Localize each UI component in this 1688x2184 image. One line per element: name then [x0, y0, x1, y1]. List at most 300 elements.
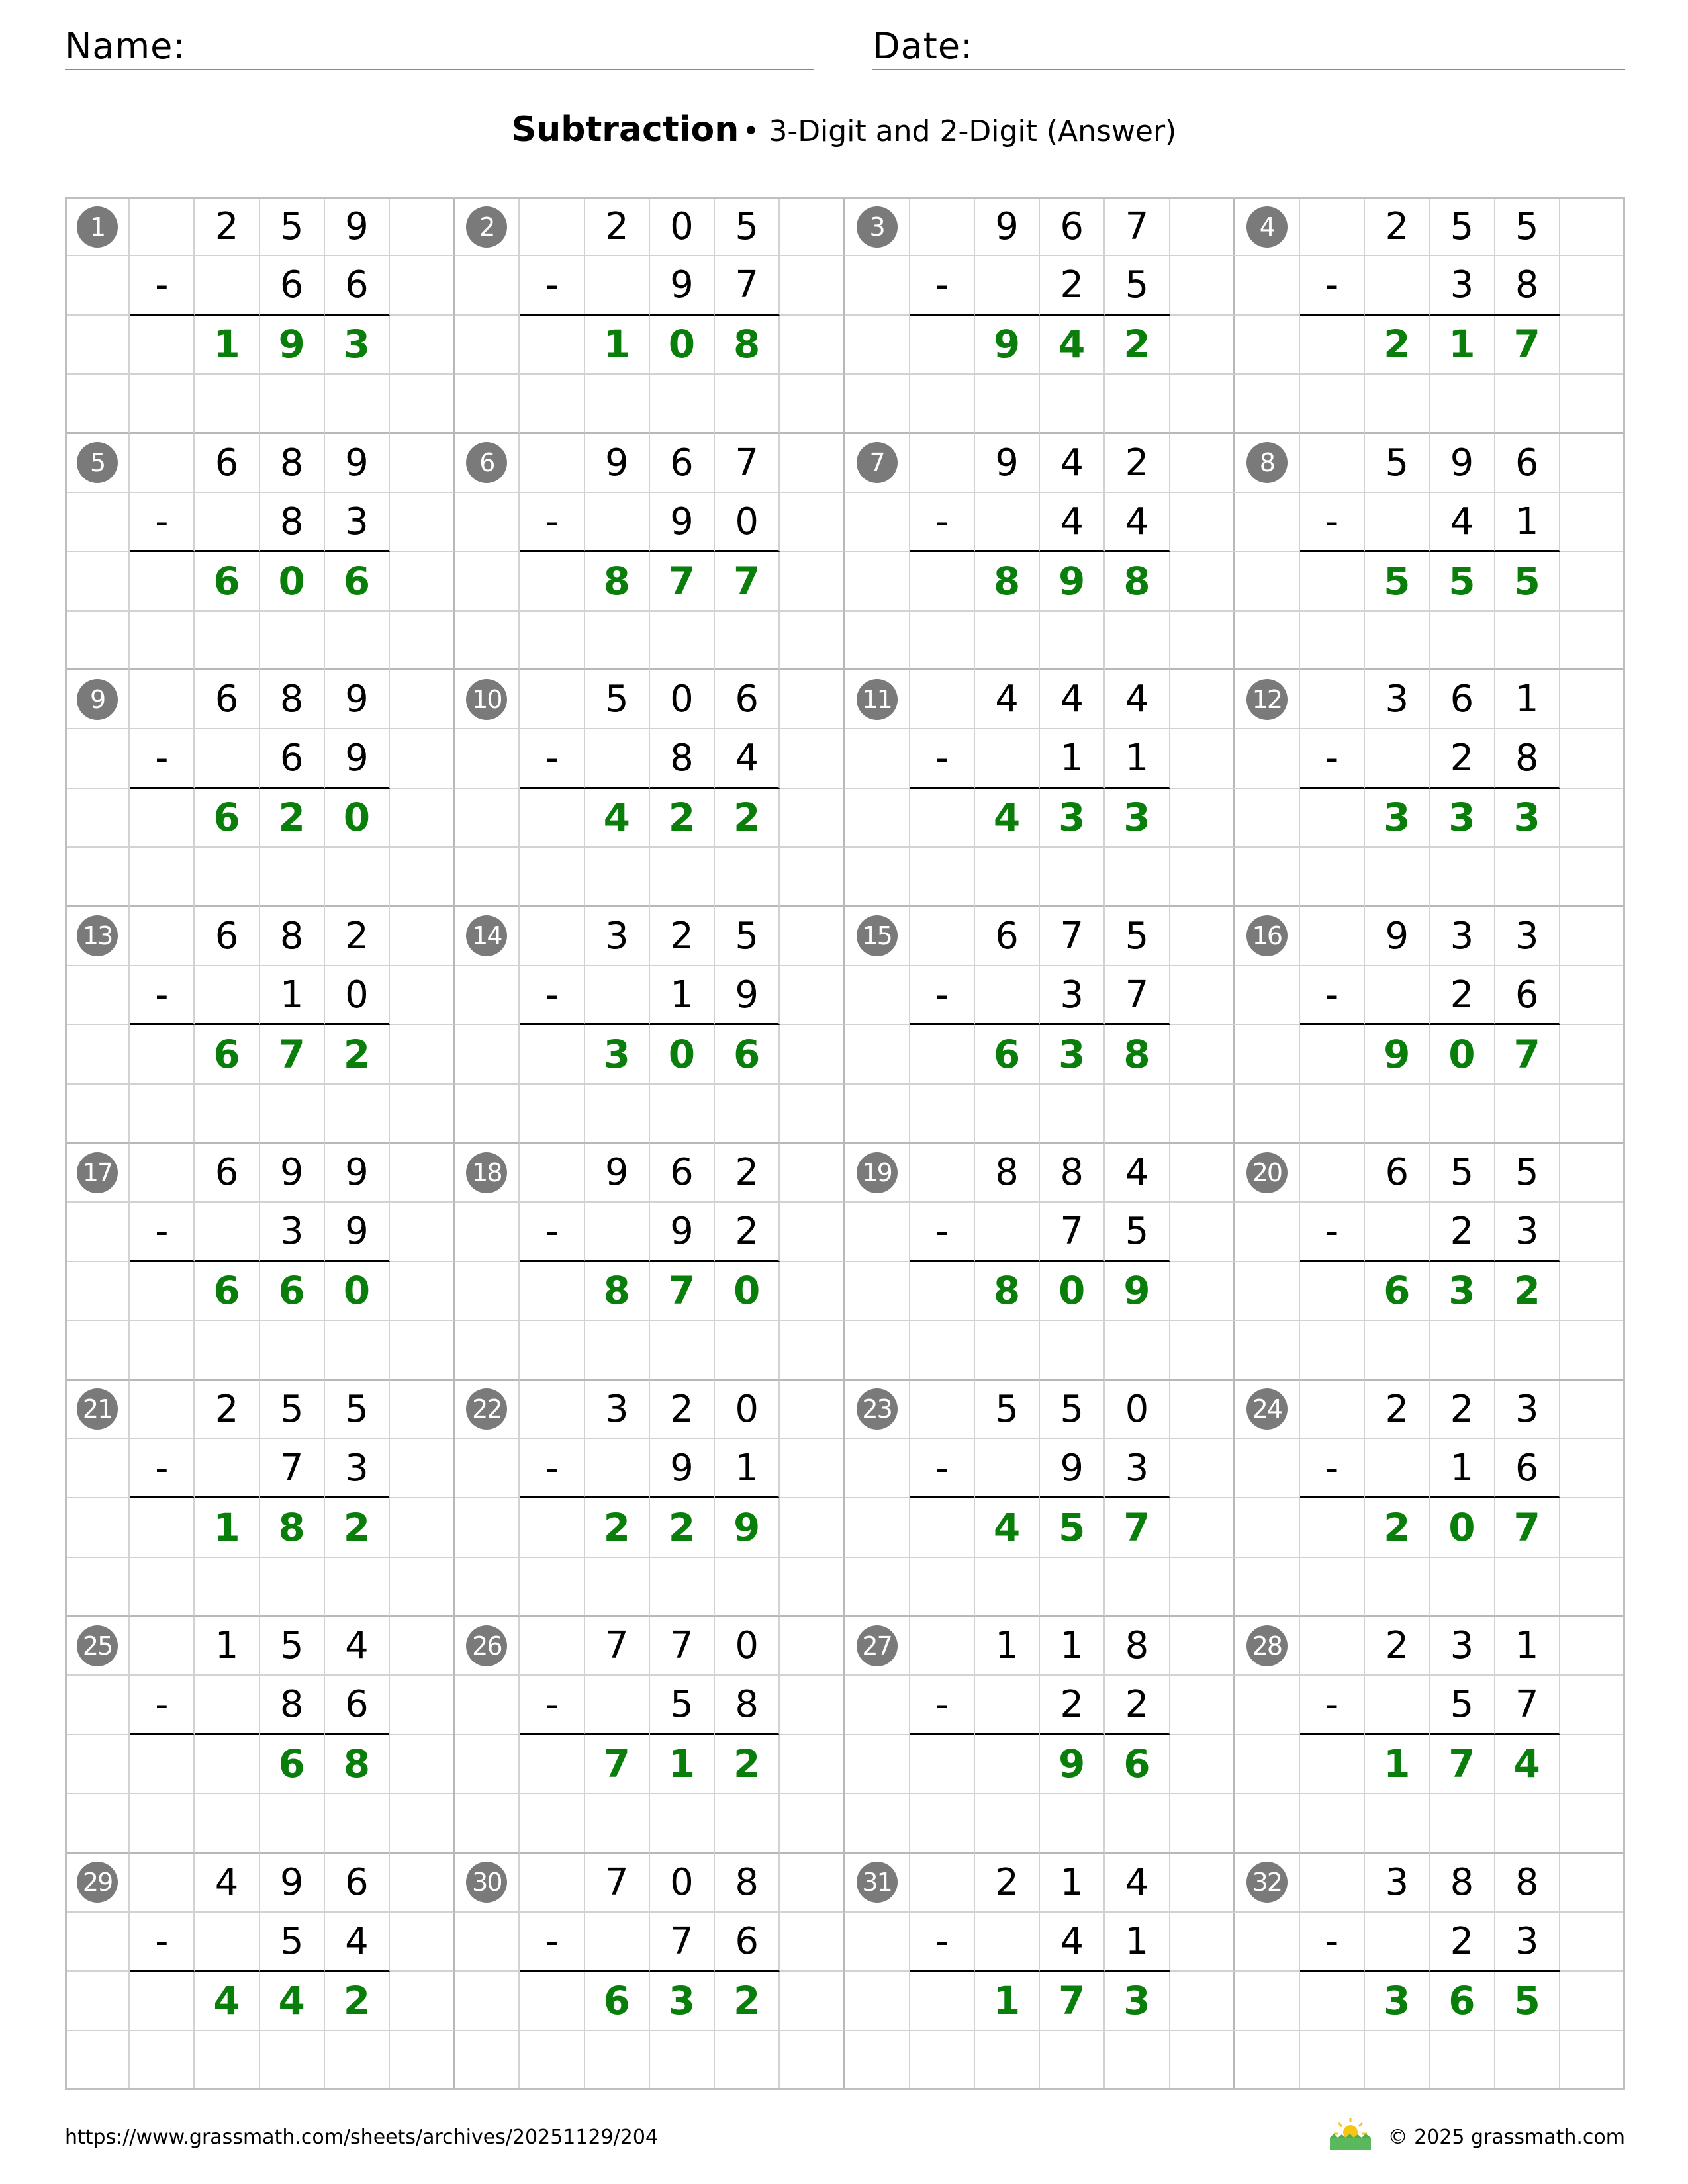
subtrahend-digit [975, 966, 1040, 1025]
answer-digit: 9 [1105, 1262, 1170, 1321]
grid-cell [1300, 1972, 1365, 2030]
grid-cell [780, 1854, 845, 1913]
grid-cell [650, 848, 715, 907]
answer-digit: 7 [1495, 316, 1560, 375]
answer-digit: 2 [715, 1972, 780, 2030]
problem-cell [845, 1854, 910, 1913]
grid-cell [1040, 848, 1105, 907]
answer-digit: 3 [1365, 789, 1430, 848]
minus-sign: - [130, 256, 195, 315]
minus-sign: - [520, 1913, 585, 1972]
grid-cell [520, 1025, 585, 1084]
grid-cell [260, 1085, 325, 1144]
minuend-digit: 8 [1105, 1617, 1170, 1676]
grid-cell [455, 612, 520, 670]
grid-cell [130, 434, 195, 493]
grid-cell [1560, 2031, 1625, 2090]
grid-cell [1300, 197, 1365, 256]
problem-number-badge: 25 [77, 1625, 118, 1666]
grid-cell [780, 1381, 845, 1439]
answer-digit: 0 [1430, 1025, 1495, 1084]
grid-cell [780, 1203, 845, 1261]
minuend-digit: 7 [1040, 907, 1105, 966]
grid-cell [390, 1321, 455, 1380]
problem-number-badge: 3 [857, 206, 898, 248]
grid-cell [1495, 1794, 1560, 1853]
grid-cell [130, 1381, 195, 1439]
subtrahend-digit: 1 [650, 966, 715, 1025]
grid-cell [1235, 1972, 1300, 2030]
grid-cell [910, 1381, 975, 1439]
answer-digit: 6 [260, 1735, 325, 1794]
subtrahend-digit: 5 [1430, 1676, 1495, 1735]
grid-cell [1040, 1085, 1105, 1144]
grid-cell [390, 493, 455, 552]
grid-cell [65, 375, 130, 433]
subtrahend-digit [975, 256, 1040, 315]
grid-cell [1560, 1972, 1625, 2030]
problem-cell [455, 1144, 520, 1203]
minuend-digit: 5 [585, 670, 650, 729]
minuend-digit: 4 [195, 1854, 259, 1913]
minuend-digit: 6 [1365, 1144, 1430, 1203]
problem-number-badge: 11 [857, 679, 898, 720]
grid-cell [325, 612, 390, 670]
grid-cell [715, 612, 780, 670]
grid-cell [325, 375, 390, 433]
grid-cell [1300, 1854, 1365, 1913]
grid-cell [1170, 1558, 1235, 1617]
grid-cell [130, 1972, 195, 2030]
subtrahend-digit: 1 [260, 966, 325, 1025]
grid-cell [780, 552, 845, 611]
subtrahend-digit [1365, 729, 1430, 788]
problem-cell [1235, 197, 1300, 256]
grid-cell [65, 612, 130, 670]
minuend-digit: 8 [1040, 1144, 1105, 1203]
subtrahend-digit: 7 [1040, 1203, 1105, 1261]
answer-digit: 2 [1365, 316, 1430, 375]
minuend-digit: 9 [975, 434, 1040, 493]
grid-cell [520, 1262, 585, 1321]
answer-digit: 7 [1105, 1498, 1170, 1557]
grid-cell [1300, 1381, 1365, 1439]
grid-cell [845, 729, 910, 788]
subtrahend-digit: 2 [1430, 1913, 1495, 1972]
minuend-digit: 5 [1430, 1144, 1495, 1203]
grid-cell [390, 1735, 455, 1794]
minuend-digit: 8 [1495, 1854, 1560, 1913]
grid-cell [845, 316, 910, 375]
grid-cell [1235, 1321, 1300, 1380]
problem-cell [1235, 434, 1300, 493]
problem-cell [845, 670, 910, 729]
grid-cell [1495, 1558, 1560, 1617]
grid-cell [520, 1558, 585, 1617]
minuend-digit: 8 [260, 434, 325, 493]
answer-digit: 8 [585, 552, 650, 611]
grid-cell [390, 1972, 455, 2030]
answer-digit: 0 [325, 789, 390, 848]
grid-cell [195, 1321, 259, 1380]
grid-cell [390, 612, 455, 670]
answer-digit: 3 [1040, 789, 1105, 848]
subtrahend-digit: 9 [325, 1203, 390, 1261]
grid-cell [780, 848, 845, 907]
grid-cell [130, 1144, 195, 1203]
grid-cell [390, 1203, 455, 1261]
minuend-digit: 9 [975, 197, 1040, 256]
answer-digit: 6 [195, 552, 259, 611]
grid-cell [1430, 848, 1495, 907]
answer-digit [975, 1735, 1040, 1794]
subtrahend-digit: 1 [1430, 1439, 1495, 1498]
grid-cell [910, 197, 975, 256]
answer-digit: 3 [1040, 1025, 1105, 1084]
answer-digit: 2 [325, 1498, 390, 1557]
grid-cell [1560, 1498, 1625, 1557]
minuend-digit: 6 [195, 1144, 259, 1203]
minuend-digit: 3 [1495, 907, 1560, 966]
answer-digit: 0 [1040, 1262, 1105, 1321]
grid-cell [455, 1085, 520, 1144]
grid-cell [390, 966, 455, 1025]
answer-digit: 6 [260, 1262, 325, 1321]
grid-cell [585, 2031, 650, 2090]
grid-cell [1560, 375, 1625, 433]
minuend-digit: 5 [975, 1381, 1040, 1439]
answer-digit: 5 [1495, 552, 1560, 611]
subtrahend-digit [195, 966, 259, 1025]
grid-cell [1300, 1144, 1365, 1203]
minuend-digit: 6 [325, 1854, 390, 1913]
grid-cell [1560, 1085, 1625, 1144]
answer-digit: 2 [715, 1735, 780, 1794]
minus-sign: - [1300, 493, 1365, 552]
grid-cell [455, 493, 520, 552]
grid-cell [1170, 1794, 1235, 1853]
grid-cell [1560, 1439, 1625, 1498]
grid-cell [845, 1794, 910, 1853]
minuend-digit: 3 [1365, 1854, 1430, 1913]
grid-cell [325, 2031, 390, 2090]
subtrahend-digit: 2 [1040, 256, 1105, 315]
subtrahend-digit: 8 [260, 1676, 325, 1735]
minuend-digit: 5 [1040, 1381, 1105, 1439]
minuend-digit: 1 [1495, 1617, 1560, 1676]
grid-cell [520, 1498, 585, 1557]
problem-number-badge: 31 [857, 1862, 898, 1903]
grid-cell [910, 848, 975, 907]
grid-cell [1170, 1439, 1235, 1498]
grid-cell [845, 848, 910, 907]
grid-cell [1300, 1025, 1365, 1084]
answer-digit: 2 [325, 1025, 390, 1084]
problem-cell [845, 1144, 910, 1203]
minuend-digit: 6 [650, 434, 715, 493]
grid-cell [455, 316, 520, 375]
grid-cell [910, 434, 975, 493]
subtrahend-digit: 6 [1495, 1439, 1560, 1498]
grid-cell [390, 1144, 455, 1203]
problem-cell [65, 1617, 130, 1676]
subtrahend-digit [195, 256, 259, 315]
grid-cell [845, 1203, 910, 1261]
problem-cell [455, 1854, 520, 1913]
minuend-digit: 6 [650, 1144, 715, 1203]
grid-cell [455, 1262, 520, 1321]
minuend-digit: 5 [260, 197, 325, 256]
grid-cell [65, 848, 130, 907]
grid-cell [1235, 1203, 1300, 1261]
answer-digit: 8 [1105, 1025, 1170, 1084]
grid-cell [650, 1085, 715, 1144]
problem-cell [1235, 1144, 1300, 1203]
subtrahend-digit [195, 729, 259, 788]
grid-cell [65, 1735, 130, 1794]
answer-digit: 0 [325, 1262, 390, 1321]
grid-cell [1170, 1854, 1235, 1913]
grid-cell [650, 1558, 715, 1617]
problem-number-badge: 17 [77, 1152, 118, 1193]
grid-cell [390, 552, 455, 611]
grid-cell [520, 1617, 585, 1676]
answer-digit: 7 [650, 1262, 715, 1321]
grid-cell [715, 1794, 780, 1853]
answer-digit: 9 [260, 316, 325, 375]
subtrahend-digit: 4 [1430, 493, 1495, 552]
answer-digit: 6 [1430, 1972, 1495, 2030]
minus-sign: - [910, 1676, 975, 1735]
subtrahend-digit [975, 493, 1040, 552]
answer-digit: 6 [715, 1025, 780, 1084]
answer-digit: 3 [1430, 1262, 1495, 1321]
minuend-digit: 6 [975, 907, 1040, 966]
grid-cell [910, 612, 975, 670]
subtrahend-digit [585, 1676, 650, 1735]
answer-digit: 8 [585, 1262, 650, 1321]
grid-cell [130, 789, 195, 848]
grid-cell [1170, 1262, 1235, 1321]
grid-cell [910, 1321, 975, 1380]
answer-digit: 7 [1495, 1498, 1560, 1557]
grid-cell [585, 1794, 650, 1853]
grid-cell [1170, 552, 1235, 611]
answer-digit: 0 [650, 316, 715, 375]
grid-cell [910, 2031, 975, 2090]
subtrahend-digit: 4 [325, 1913, 390, 1972]
answer-digit: 8 [325, 1735, 390, 1794]
grid-cell [1300, 1262, 1365, 1321]
grid-cell [1430, 1321, 1495, 1380]
grid-cell [1170, 1913, 1235, 1972]
problem-cell [455, 670, 520, 729]
minus-sign: - [910, 493, 975, 552]
minus-sign: - [910, 1439, 975, 1498]
grid-cell [1560, 966, 1625, 1025]
problem-cell [1235, 1381, 1300, 1439]
grid-cell [715, 2031, 780, 2090]
subtrahend-digit [585, 256, 650, 315]
subtrahend-digit [1365, 256, 1430, 315]
grid-cell [1560, 789, 1625, 848]
grid-cell [845, 1262, 910, 1321]
grid-cell [1560, 1262, 1625, 1321]
grid-cell [975, 1558, 1040, 1617]
grid-cell [1170, 197, 1235, 256]
answer-digit: 6 [1105, 1735, 1170, 1794]
grid-cell [585, 848, 650, 907]
grid-cell [390, 1262, 455, 1321]
subtrahend-digit: 1 [1105, 1913, 1170, 1972]
grid-cell [1300, 552, 1365, 611]
subtrahend-digit: 9 [650, 256, 715, 315]
grid-cell [455, 848, 520, 907]
grid-cell [195, 2031, 259, 2090]
grid-cell [1040, 1794, 1105, 1853]
grid-cell [130, 612, 195, 670]
grid-cell [260, 1558, 325, 1617]
grid-cell [520, 848, 585, 907]
grid-cell [1235, 1735, 1300, 1794]
minuend-digit: 2 [195, 197, 259, 256]
grid-cell [390, 316, 455, 375]
grid-cell [1170, 1144, 1235, 1203]
grid-cell [780, 612, 845, 670]
problem-number-badge: 14 [466, 915, 507, 956]
answer-digit: 2 [1495, 1262, 1560, 1321]
grid-cell [1235, 1262, 1300, 1321]
grid-cell [1560, 670, 1625, 729]
minuend-digit: 4 [325, 1617, 390, 1676]
grid-cell [390, 1381, 455, 1439]
grid-cell [1560, 493, 1625, 552]
grid-cell [1430, 1085, 1495, 1144]
answer-digit: 8 [975, 552, 1040, 611]
minus-sign: - [520, 493, 585, 552]
grid-cell [780, 1913, 845, 1972]
minuend-digit: 0 [715, 1381, 780, 1439]
subtrahend-digit: 6 [260, 729, 325, 788]
problem-cell [455, 907, 520, 966]
grid-cell [65, 729, 130, 788]
grid-cell [325, 1558, 390, 1617]
grid-cell [65, 1262, 130, 1321]
grid-cell [1105, 1085, 1170, 1144]
grid-cell [1235, 493, 1300, 552]
grid-cell [1040, 612, 1105, 670]
subtrahend-digit: 3 [1040, 966, 1105, 1025]
grid-cell [585, 375, 650, 433]
minuend-digit: 1 [1040, 1617, 1105, 1676]
grid-cell [130, 197, 195, 256]
minuend-digit: 4 [1040, 434, 1105, 493]
grid-cell [1300, 670, 1365, 729]
problem-cell [65, 1381, 130, 1439]
grid-cell [455, 1498, 520, 1557]
subtrahend-digit: 3 [1495, 1203, 1560, 1261]
grid-cell [260, 612, 325, 670]
grid-cell [520, 1381, 585, 1439]
grid-cell [455, 375, 520, 433]
grid-cell [1235, 1085, 1300, 1144]
problem-number-badge: 8 [1246, 442, 1288, 483]
problem-cell [845, 197, 910, 256]
grid-cell [585, 612, 650, 670]
subtrahend-digit: 3 [1430, 256, 1495, 315]
grid-cell [390, 1676, 455, 1735]
grid-cell [1560, 1321, 1625, 1380]
grid-cell [390, 1617, 455, 1676]
subtrahend-digit: 9 [1040, 1439, 1105, 1498]
grid-cell [455, 256, 520, 315]
minus-sign: - [130, 729, 195, 788]
problem-number-badge: 27 [857, 1625, 898, 1666]
grid-cell [975, 2031, 1040, 2090]
grid-cell [1235, 2031, 1300, 2090]
minuend-digit: 9 [325, 434, 390, 493]
problem-number-badge: 10 [466, 679, 507, 720]
grid-cell [780, 1558, 845, 1617]
grid-cell [1105, 612, 1170, 670]
grid-cell [520, 434, 585, 493]
grid-cell [975, 612, 1040, 670]
grid-cell [650, 1794, 715, 1853]
grid-cell [780, 1321, 845, 1380]
grid-cell [1170, 1321, 1235, 1380]
minuend-digit: 5 [715, 197, 780, 256]
grid-cell [390, 434, 455, 493]
answer-digit: 6 [585, 1972, 650, 2030]
grid-cell [65, 1794, 130, 1853]
grid-cell [1235, 1913, 1300, 1972]
answer-digit: 7 [715, 552, 780, 611]
subtrahend-digit [1365, 1439, 1430, 1498]
grid-cell [520, 670, 585, 729]
problem-number-badge: 32 [1246, 1862, 1288, 1903]
minuend-digit: 3 [1495, 1381, 1560, 1439]
minus-sign: - [130, 1913, 195, 1972]
problem-cell [1235, 1854, 1300, 1913]
grid-cell [910, 1085, 975, 1144]
grid-cell [780, 1972, 845, 2030]
subtrahend-digit: 8 [715, 1676, 780, 1735]
subtrahend-digit [195, 1913, 259, 1972]
problem-cell [65, 434, 130, 493]
answer-digit [195, 1735, 259, 1794]
grid-cell [1560, 848, 1625, 907]
problem-cell [455, 1617, 520, 1676]
grid-cell [1365, 2031, 1430, 2090]
minuend-digit: 5 [1365, 434, 1430, 493]
answer-digit: 8 [1105, 552, 1170, 611]
grid-cell [1170, 848, 1235, 907]
subtrahend-digit: 7 [1105, 966, 1170, 1025]
grid-cell [1170, 493, 1235, 552]
grid-cell [845, 1735, 910, 1794]
grid-cell [260, 848, 325, 907]
minus-sign: - [520, 966, 585, 1025]
answer-digit: 4 [195, 1972, 259, 2030]
grid-cell [325, 848, 390, 907]
minuend-digit: 0 [715, 1617, 780, 1676]
answer-digit: 2 [650, 789, 715, 848]
grid-cell [1170, 1381, 1235, 1439]
grid-cell [845, 1085, 910, 1144]
minuend-digit: 2 [1365, 1381, 1430, 1439]
subtrahend-digit: 3 [1105, 1439, 1170, 1498]
grid-cell [1560, 197, 1625, 256]
